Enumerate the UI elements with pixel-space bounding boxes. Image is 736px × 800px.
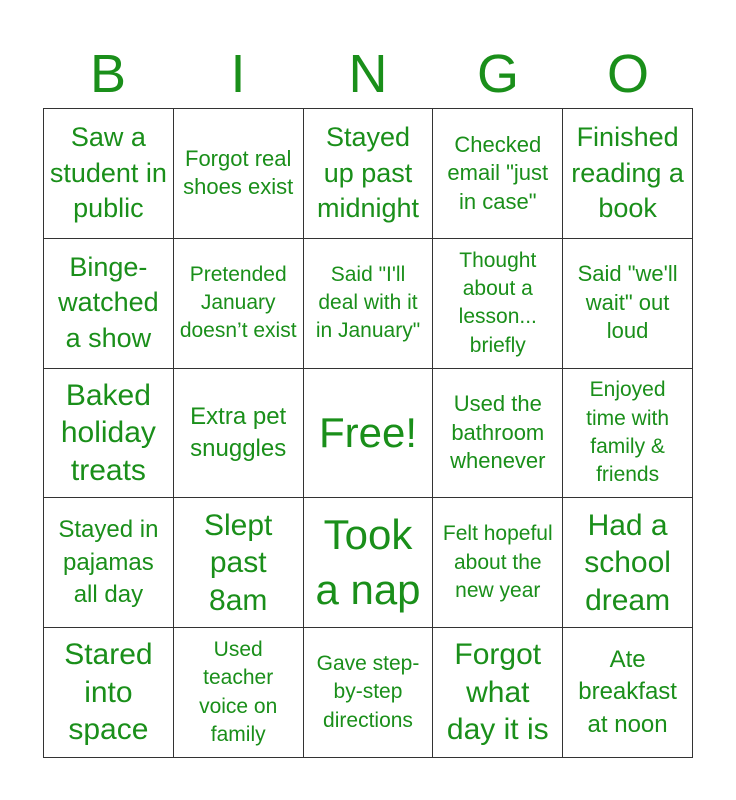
bingo-cell-r5-c3[interactable] (304, 628, 434, 758)
bingo-cell-r2-c4[interactable] (433, 239, 563, 369)
cell-text: Slept past 8am (204, 508, 273, 617)
bingo-cell-r3-c1[interactable] (44, 369, 174, 499)
header-letter-i: I (230, 44, 246, 104)
bingo-cell-r2-c3[interactable] (304, 239, 434, 369)
bingo-cell-r5-c2[interactable] (174, 628, 304, 758)
bingo-cell-r4-c4[interactable] (433, 498, 563, 628)
cell-text: Checked email "just in case" (447, 131, 549, 214)
cell-text: Enjoyed time with family & friends (586, 378, 670, 487)
header-letter-n: N (348, 44, 388, 104)
cell-text: Used teacher voice on family (199, 637, 278, 746)
header-letter-b: B (89, 44, 127, 104)
bingo-cell-r5-c5[interactable] (563, 628, 693, 758)
bingo-board (43, 108, 693, 758)
bingo-cell-r5-c4[interactable] (433, 628, 563, 758)
cell-text: Stayed in pajamas all day (58, 516, 159, 608)
header-letter-g: G (476, 44, 519, 104)
bingo-cell-r1-c3[interactable] (304, 109, 434, 239)
bingo-cell-r4-c3[interactable] (304, 498, 434, 628)
cell-text: Used the bathroom whenever (450, 391, 546, 474)
bingo-cell-free[interactable] (304, 369, 434, 499)
cell-text: Pretended January doesn’t exist (179, 262, 297, 343)
cell-text: Extra pet snuggles (190, 402, 287, 462)
bingo-cell-r1-c4[interactable] (433, 109, 563, 239)
cell-text: Free! (318, 408, 417, 456)
bingo-cell-r4-c2[interactable] (174, 498, 304, 628)
header-letter-o: O (606, 44, 649, 104)
cell-text: Finished reading a book (571, 121, 684, 224)
bingo-cell-r3-c2[interactable] (174, 369, 304, 499)
cell-text: Gave step-by-step directions (316, 652, 420, 732)
cell-text: Forgot what day it is (446, 638, 549, 747)
cell-text: Felt hopeful about the new year (442, 522, 553, 602)
bingo-cell-r1-c1[interactable] (44, 109, 174, 239)
cell-text: Baked holiday treats (60, 378, 156, 487)
bingo-cell-r2-c5[interactable] (563, 239, 693, 369)
bingo-cell-r3-c4[interactable] (433, 369, 563, 499)
bingo-cell-r2-c2[interactable] (174, 239, 304, 369)
bingo-cell-r5-c1[interactable] (44, 628, 174, 758)
cell-text: Thought about a lesson... briefly (458, 248, 537, 357)
bingo-header (43, 40, 693, 108)
cell-text: Said "I'll deal with it in January" (315, 262, 421, 343)
cell-text: Said "we'll wait" out loud (577, 261, 678, 344)
cell-text: Stayed up past midnight (316, 121, 420, 224)
cell-text: Binge-watched a show (58, 251, 159, 353)
cell-text: Ate breakfast at noon (578, 646, 677, 738)
cell-text: Forgot real shoes exist (183, 145, 294, 200)
bingo-cell-r2-c1[interactable] (44, 239, 174, 369)
bingo-cell-r1-c2[interactable] (174, 109, 304, 239)
bingo-cell-r4-c1[interactable] (44, 498, 174, 628)
bingo-cell-r3-c5[interactable] (563, 369, 693, 499)
bingo-cell-r4-c5[interactable] (563, 498, 693, 628)
cell-text: Stared into space (64, 638, 153, 747)
cell-text: Took a nap (315, 511, 421, 613)
cell-text: Saw a student in public (49, 121, 167, 224)
cell-text: Had a school dream (584, 508, 671, 617)
bingo-cell-r1-c5[interactable] (563, 109, 693, 239)
